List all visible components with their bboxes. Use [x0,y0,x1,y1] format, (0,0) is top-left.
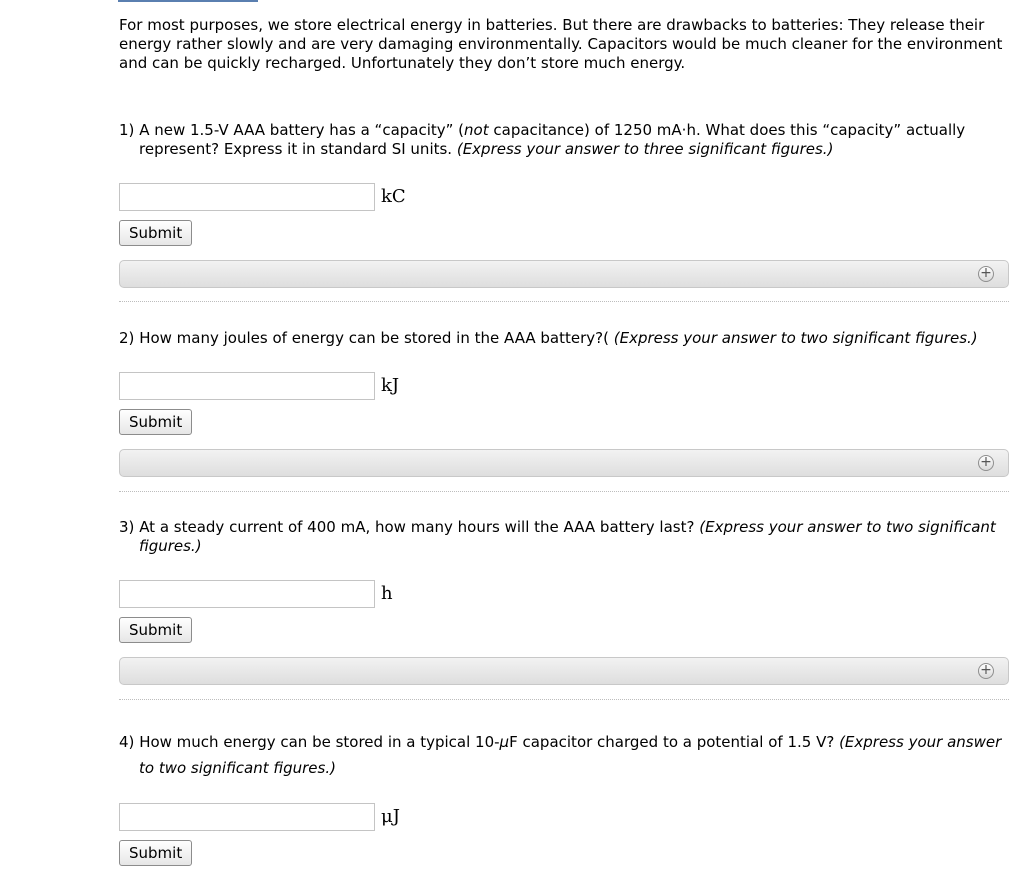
section-divider [119,301,1009,302]
question-3-submit-button[interactable]: Submit [119,617,192,643]
question-1-hint: (Express your answer to three significant figures.) [456,140,834,158]
question-2-number: 2) [119,329,135,347]
question-3-feedback-bar[interactable] [119,657,1009,685]
section-divider [119,699,1009,700]
question-3-answer-input[interactable] [119,580,375,608]
question-2-submit-button[interactable]: Submit [119,409,192,435]
question-2-answer-input[interactable] [119,372,375,400]
question-3-text: 3) At a steady current of 400 mA, how many hours will the AAA battery last? (Express your answer to two significant figures.) [119,518,996,555]
question-3-number: 3) [119,518,135,536]
plus-circle-icon[interactable]: + [978,663,994,679]
question-3-unit: h [381,583,393,604]
question-4-submit-button[interactable]: Submit [119,840,192,866]
question-2-answer-row [119,372,399,402]
plus-circle-icon[interactable]: + [978,266,994,282]
question-1-feedback-bar[interactable] [119,260,1009,288]
question-3-hint: (Express your answer to two significant figures.) [139,518,996,555]
question-2-feedback-bar[interactable] [119,449,1009,477]
question-1-text: 1) A new 1.5-V AAA battery has a “capacity” (not capacitance) of 1250 mA·h. What does this “capacity” actually represent? Express it in standard SI units. (Express your answer to three significant figures.) [119,121,966,158]
question-1-number: 1) [119,121,135,139]
section-divider [119,491,1009,492]
question-4-number: 4) [119,733,135,751]
plus-circle-icon[interactable]: + [978,455,994,471]
question-2-hint: (Express your answer to two significant figures.) [613,329,978,347]
question-1-submit-button[interactable]: Submit [119,220,192,246]
question-3-answer-row [119,580,393,610]
top-tab-strip[interactable] [118,0,258,2]
question-4-text: 4) How much energy can be stored in a typical 10-μF capacitor charged to a potential of 1.5 V? (Express your answer to two significant figures.) [119,733,1002,777]
question-1-answer-row [119,183,406,213]
question-4-hint: (Express your answer to two significant figures.) [139,733,1002,777]
question-4-answer-input[interactable] [119,803,375,831]
question-4-unit: μJ [381,806,400,827]
question-1-answer-input[interactable] [119,183,375,211]
question-2-text: 2) How many joules of energy can be stored in the AAA battery?( (Express your answer to two significant figures.) [119,329,978,347]
question-2-unit: kJ [381,375,400,396]
question-1-unit: kC [381,186,406,207]
intro-paragraph: For most purposes, we store electrical energy in batteries. But there are drawbacks to batteries: They release their energy rather slowly and are very damaging environmentally. Capacitors would be much cleaner for the environment and can be quickly recharged. Unfortunately they don’t store much energy. [119,16,1003,72]
question-4-answer-row [119,803,400,833]
